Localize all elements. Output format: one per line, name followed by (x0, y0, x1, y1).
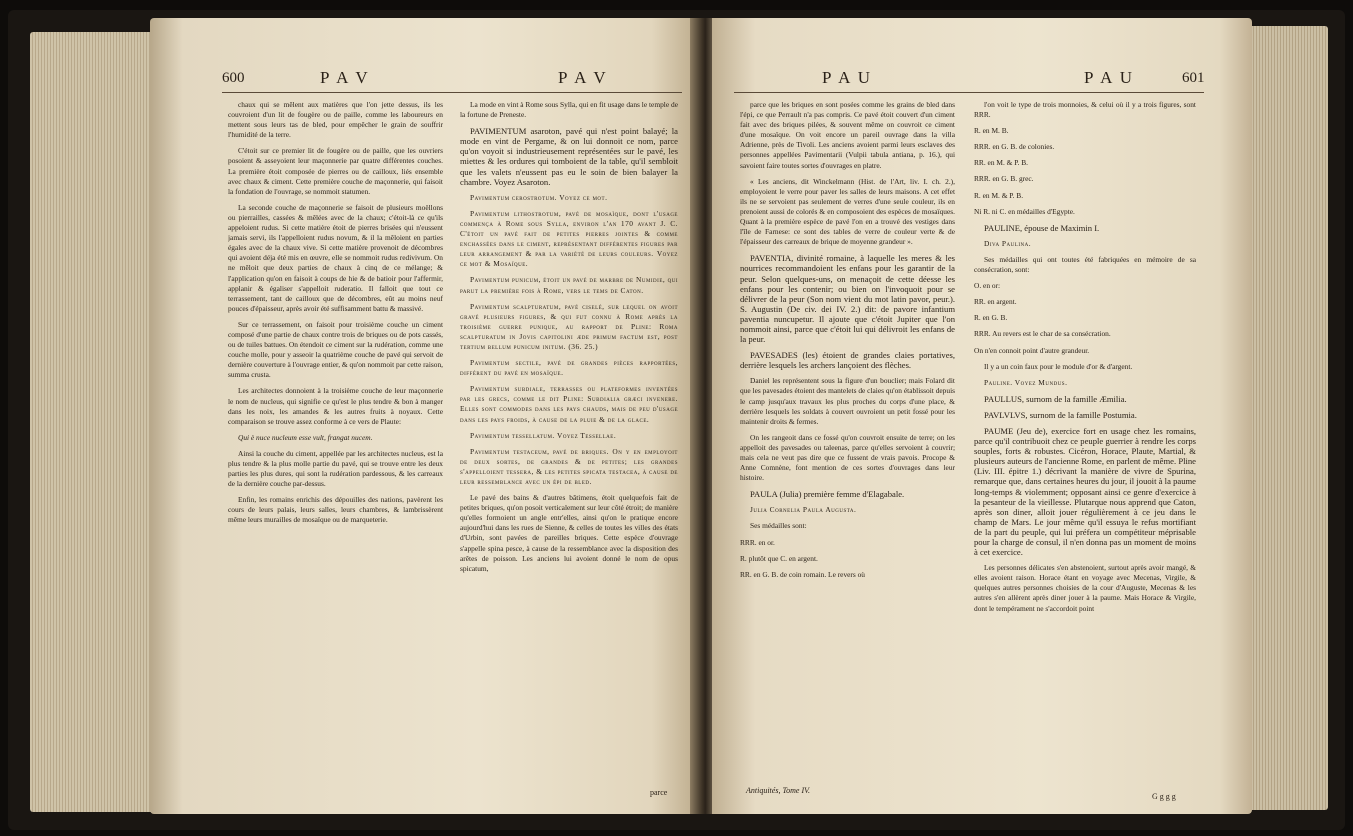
running-header-right-col1: P A U (822, 68, 873, 87)
header-rule (222, 92, 682, 93)
paragraph: RRR. en or. (740, 537, 775, 547)
paragraph: Ses médailles sont: (750, 521, 807, 531)
paragraph: RR. en argent. (974, 297, 1017, 307)
paragraph: Enfin, les romains enrichis des dépouilles des nations, pavèrent les cours de leurs palais, leurs salles, leurs chambres, & lambrissèrent même leurs murailles de mosaïque ou de marqueterie. (228, 495, 443, 525)
paragraph: PAULINE, épouse de Maximin I. (984, 222, 1100, 233)
paragraph: La seconde couche de maçonnerie se faisoit de plusieurs moëllons ou pierrailles, cassées & mêlées avec de la chaux; c'étoit-là ce qu'ils appeloient rudus. Si cette matière étoit de pierres brisées qui n'eussent jamais servi, ils l'appelloient rudus novum, & il la mêloient en parties égales avec de la chaux vive. Si cette matière provenoit de décombres qui avoient déja été mis en œuvre, elle se nommoit rudus redivivum. On ne mêloit que deux parties de chaux à cinq de ce mélange; & l'application qu'on en faisoit à coups de hie & de batioir pour l'affermir, applanir & égaliser s'appelloit ruderatio. Il falloit que tout ce terrassement, tant de cailloux que de décombres, eût au moins neuf pouces d'épaisseur, après avoir été suffisamment battu & massivé. (228, 202, 443, 313)
paragraph: O. en or: (974, 281, 1001, 291)
paragraph: RRR. Au revers est le char de sa consécration. (974, 329, 1111, 339)
right-page-column-2 (974, 100, 1196, 790)
left-page (150, 18, 695, 814)
paragraph: Pavimentum punicum, étoit un pavé de marbre de Numidie, qui parut la première fois à Rome, vers le tems de Caton. (460, 275, 678, 295)
paragraph: PAVIMENTUM asaroton, pavé qui n'est point balayé; la mode en vint de Pergame, & on lui donnoit ce nom, parce qu'on voyoit si industrieusement représentées sur le pavé, les miettes & les ordures qui tomboient de la table, qu'il sembloit que les valets n'eussent pas eu le soin de bien balayer la chambre. Voyez Asaroton. (460, 126, 678, 187)
paragraph: PAVESADES (les) étoient de grandes claies portatives, derrière lesquels les archers lançoient des flèches. (740, 350, 955, 371)
paragraph: R. en G. B. (974, 313, 1008, 323)
left-page-column-1 (228, 100, 443, 800)
paragraph: PAVLVLVS, surnom de la famille Postumia. (984, 409, 1137, 420)
volume-footer: Antiquités, Tome IV. (746, 786, 811, 795)
paragraph: PAVENTIA, divinité romaine, à laquelle les meres & les nourrices recommandoient les enfans pour les garantir de la peur. Selon quelques-uns, on menaçoit de cette déesse les enfans pour les contenir; ou bien on l'invoquoit pour se délivrer de la peur (Son nom vient du mot latin pavor, peur.). S. Augustin (De civ. dei IV. 2.) dit: de pavore infantium paventia nuncupetur. Il ajoute que c'étoit Jupiter que l'on nommoit ainsi, parce que c'étoit lui qui délivroit les enfans de la peur. (740, 253, 955, 345)
paragraph: l'on voit le type de trois monnoies, & celui où il y a trois figures, sont RRR. (974, 100, 1196, 120)
paragraph: RR. en G. B. de coin romain. Le revers où (740, 569, 865, 579)
left-page-column-2 (460, 100, 678, 790)
paragraph: On les rangeoit dans ce fossé qu'on couvroit ensuite de terre; on les appelloit des pavesades ou taleenas, parce qu'elles servoient à couvrir; mais cela ne veut pas dire que ce fussent de vrais pavois. Procope & Anne Comnène, font mention de ces sortes d'ouvrages dans leur histoire. (740, 432, 955, 483)
right-page (712, 18, 1252, 814)
paragraph: Pavimentum scalpturatum, pavé ciselé, sur lequel on avoit gravé plusieurs figures, & qui fut connu à Rome après la troisième guerre punique, au rapport de Pline: Roma scalpturatum in Jovis capitolini æde primum factum est, post tertium bellum punicum initum. (36. 25.) (460, 301, 678, 351)
paragraph: R. en M. B. (974, 126, 1009, 136)
paragraph: Pavimentum lithostrotum, pavé de mosaïque, dont l'usage commença à Rome sous Sylla, environ l'an 170 avant J. C. C'étoit un pavé fait de petites pierres jointes & comme enchassées dans le ciment, représentant différentes figures par leur arrangement & par la variété de leurs couleurs. Voyez ce mot & Mosaïque. (460, 208, 678, 269)
paragraph: Pavimentum subdiale, terrasses ou plateformes inventées par les grecs, comme le dit Pline: Subdialia græci invenere. Elles sont commodes dans les pays chauds, mais de peu d'usage dans les pays froids, à cause de la pluie & de la glace. (460, 384, 678, 424)
paragraph: « Les anciens, dit Winckelmann (Hist. de l'Art, liv. I. ch. 2.), employoient le verre pour paver les salles de leurs maisons. A cet effet ils ne se servoient pas seulement de verres d'une seule couleur, ils en prenoient aussi de colorés & en composoient des espèces de mosaïques. Quant à la première espèce de pavé l'on en a trouvé des vestiges dans l'île de Farnese: ce sont des tables de verre de couleur verte & de l'épaisseur des carreaux de brique de moyenne grandeur ». (740, 176, 955, 247)
header-rule (734, 92, 1204, 93)
paragraph: Les personnes délicates s'en abstenoient, surtout après avoir mangé, & elles avoient raison. Horace étant en voyage avec Mecenas, Virgile, & quelques autres personnes choisies de la cour d'Auguste, Mecenas & les autres s'en allèrent après diner jouer à la paume. Mais Horace & Virgile, dont le tempérament ne s'accordoit point (974, 563, 1196, 613)
running-header-left-col2: P A V (558, 68, 608, 87)
page-number-right: 601 (1182, 70, 1205, 86)
paragraph: R. plutôt que C. en argent. (740, 553, 818, 563)
page-edges-left (30, 32, 156, 812)
paragraph: Pavimentum sectile, pavé de grandes pièces rapportées, différent du pavé en mosaïque. (460, 358, 678, 378)
paragraph: Pavimentum testaceum, pavé de briques. On y en employoit de deux sortes, de grandes & de petites; les grandes s'appelloient tessera, & les petites spicata testacea, à cause de leur ressemblance avec un épi de bled. (460, 446, 678, 486)
paragraph: Sur ce terrassement, on faisoit pour troisième couche un ciment composé d'une partie de chaux contre trois de briques ou de pots cassés, ou de tuiles battues. On étendoit ce ciment sur la rudération, comme une couche molle, pour y asseoir la quatrième couche de pavé qui servoit de dernière couverture à l'ouvrage entier, & qu'on nommoit par cette raison, summa crusta. (228, 319, 443, 380)
signature-mark: G g g g (1152, 792, 1176, 801)
paragraph: R. en M. & P. B. (974, 190, 1024, 200)
paragraph: Julia Cornelia Paula Augusta. (750, 505, 857, 515)
paragraph: RR. en M. & P. B. (974, 158, 1029, 168)
paragraph: RRR. en G. B. grec. (974, 174, 1034, 184)
paragraph: On n'en connoit point d'autre grandeur. (974, 345, 1090, 355)
paragraph: Ses médailles qui ont toutes été fabriquées en mémoire de sa consécration, sont: (974, 254, 1196, 275)
paragraph: Qui è nuce nucleum esse vult, frangat nucem. (238, 432, 373, 442)
paragraph: La mode en vint à Rome sous Sylla, qui en fit usage dans le temple de la fortune de Preneste. (460, 100, 678, 120)
paragraph: C'étoit sur ce premier lit de fougère ou de paille, que les ouvriers posoient & asseyoient leur maçonnerie par quatre différentes couches. La première étoit composée de pierres ou de cailloux, liés ensemble avec chaux & ciment. Cette première couche de maçonnerie, qui faisoit la fondation de l'ouvrage, se nommoit statumen. (228, 146, 443, 196)
paragraph: parce que les briques en sont posées comme les grains de bled dans l'épi, ce que Perrault n'a pas compris. Ce pavé étoit couvert d'un ciment fait avec des briques pilées, & souvent même on couvroit ce ciment d'une mosaïque. On voit encore un pareil ouvrage dans la villa Adrienne, près de Tivoli. Les anciens avoient parmi leurs esclaves des personnes appellées Pavimentarii (Vulpii tabula antiana, p. 16.), qui savoient faire toutes sortes d'ouvrages en platre. (740, 100, 955, 170)
running-header-right-col2: P A U (1084, 68, 1135, 87)
paragraph: Il y a un coin faux pour le module d'or & d'argent. (984, 361, 1133, 371)
paragraph: Pauline. Voyez Mundus. (984, 377, 1068, 387)
paragraph: RRR. en G. B. de colonies. (974, 142, 1055, 152)
paragraph: Pavimentum cerostrotum. Voyez ce mot. (470, 192, 608, 202)
paragraph: chaux qui se mêlent aux matières que l'on jette dessus, ils les couvroient d'un lit de fougère ou de paille, comme les laboureurs en mettent sous leurs tas de bled, pour empêcher le grain de souffrir l'humidité de la terre. (228, 100, 443, 140)
page-edges-right (1248, 26, 1328, 810)
paragraph: Les architectes donnoient à la troisième couche de leur maçonnerie le nom de nucleus, qui signifie ce qu'est le plus tendre & bon à manger dans les noix, les amandes & les autres fruits à noyaux. Cette comparaison se trouve assez conforme à ce vers de Plaute: (228, 386, 443, 426)
paragraph: Ni R. ni C. en médailles d'Egypte. (974, 206, 1075, 216)
paragraph: Le pavé des bains & d'autres bâtimens, étoit quelquefois fait de petites briques, qu'on posoit verticalement sur leur côté étroit; de manière qu'elles formoient un angle entr'elles, ainsi qu'on le pratique encore aujourd'hui dans les rues de Sienne, & celles de toutes les villes des états d'Urbin, sont pavées de pareilles briques. Cette espèce d'ouvrage s'appelle spina pesce, à cause de la ressemblance avec la disposition des arêtes de poisson. Les anciens lui avoient donné le nom de opus spicatum, (460, 493, 678, 573)
paragraph: Daniel les représentent sous la figure d'un bouclier; mais Folard dit que les pavesades étoient des mantelets de claies qu'on établissoit depuis le camp jusqu'aux travaux les plus proches du corps d'une place, & derrière lesquels les soldats à couvert ouvroient un petit fossé pour les maintenir droits & fermes. (740, 376, 955, 426)
paragraph: Pavimentum tessellatum. Voyez Tessellae. (470, 430, 617, 440)
paragraph: Diva Paulina. (984, 238, 1032, 248)
catchword: parce (650, 788, 668, 797)
paragraph: PAULLUS, surnom de la famille Æmilia. (984, 393, 1127, 404)
running-header-left-col1: P A V (320, 68, 370, 87)
paragraph: Ainsi la couche du ciment, appellée par les architectes nucleus, est la plus tendre & la plus molle partie du pavé, qui se trouve entre les deux parties les plus dures, qui sont la rudération pardessous, & les carreaux de la dernière couche par-dessus. (228, 448, 443, 489)
paragraph: PAULA (Julia) première femme d'Elagabale. (750, 489, 905, 500)
paragraph: PAUME (Jeu de), exercice fort en usage chez les romains, parce qu'il contribuoit chez ce peuple guerrier à rendre les corps souples, forts & robustes. Cicéron, Horace, Plaute, Martial, & plusieurs auteurs de l'ancienne Rome, en parlent de même. Pline (Liv. III. épitre 1.) décrivant la manière de vivre de Spurina, remarque que, dans certaines heures du jour, il jouoit à la paume long-temps & violemment; opposant ainsi ce genre d'exercice à la pesanteur de la vieillesse. Plutarque nous apprend que Caton, après son diner, alloit jouer régulièrement à ce jeu dans le champ de Mars. Le jour même qu'il essuya le refus mortifiant de la part du peuple, qui lui préfera un compétiteur méprisable pour la charge de consul, il n'en donna pas un moment de moins à cet exercice. (974, 425, 1196, 558)
right-page-column-1 (740, 100, 955, 780)
page-number-left: 600 (222, 70, 245, 86)
